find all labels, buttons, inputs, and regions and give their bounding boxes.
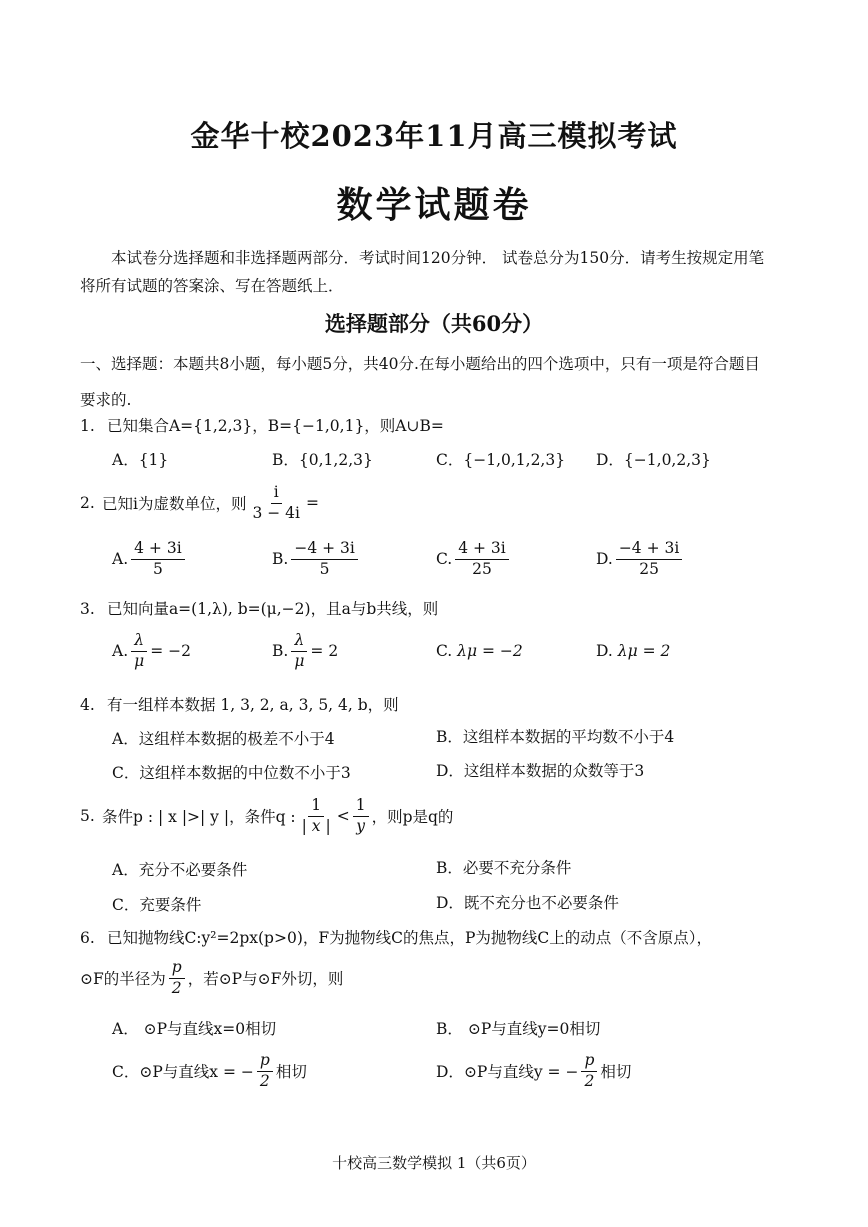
numerator: −4 + 3i	[616, 540, 683, 560]
option-c	[112, 1052, 307, 1091]
question-text: 已知i为虚数单位，则	[102, 495, 247, 514]
option-label: C.	[436, 642, 453, 660]
question-text-end: ，若⊙P与⊙F外切，则	[187, 970, 344, 989]
numerator: λ	[291, 632, 307, 652]
question-4-stem	[80, 693, 399, 715]
fraction	[581, 1052, 597, 1091]
denominator: y	[356, 816, 366, 835]
option-label: A.	[112, 642, 129, 661]
option-a	[112, 632, 191, 671]
option-rest: = 2	[310, 642, 339, 661]
question-6-stem-line2	[80, 959, 343, 998]
numerator: λ	[131, 632, 147, 652]
question-number: 3.	[80, 600, 95, 618]
option-c: C．充要条件	[112, 896, 202, 914]
fraction	[291, 632, 307, 671]
option-rest: = −2	[150, 642, 191, 661]
option-d: D．这组样本数据的众数等于3	[436, 762, 645, 780]
paper-title: 数学试题卷	[336, 184, 532, 226]
fraction	[353, 797, 369, 836]
fraction	[299, 797, 334, 836]
option-label: C．	[112, 1063, 140, 1082]
equals-sign: =	[306, 494, 319, 513]
fraction	[257, 1052, 273, 1091]
numerator: −4 + 3i	[291, 540, 358, 560]
option-text-end: 相切	[600, 1063, 632, 1082]
option-d	[596, 540, 685, 579]
less-than-sign: <	[336, 807, 350, 826]
option-d: D．{−1,0,2,3}	[596, 451, 711, 469]
question-3-stem	[80, 597, 438, 619]
question-text: 条件p : | x |>| y |，条件q :	[102, 808, 296, 827]
question-text: 已知向量a=(1,λ), b=(μ,−2)，且a与b共线，则	[106, 600, 439, 618]
denominator: 2	[171, 978, 182, 997]
option-text: ⊙P与直线x=0相切	[143, 1020, 277, 1038]
question-5-stem	[80, 797, 453, 836]
denominator: 2	[259, 1071, 270, 1090]
denominator: 5	[319, 559, 330, 578]
fraction	[249, 484, 303, 523]
denominator: 3 − 4i	[252, 503, 300, 522]
page-footer: 十校高三数学模拟 1（共6页）	[332, 1154, 536, 1172]
option-a	[112, 540, 188, 579]
option-text: ⊙P与直线y = −	[463, 1063, 579, 1082]
question-2-stem	[80, 484, 319, 523]
fraction	[455, 540, 509, 579]
question-1-stem	[80, 414, 444, 436]
fraction	[616, 540, 683, 579]
exam-title: 金华十校2023年11月高三模拟考试	[190, 119, 678, 153]
denominator: 2	[584, 1071, 595, 1090]
option-label: D.	[596, 642, 613, 660]
option-d	[596, 642, 670, 660]
numerator: i	[271, 484, 282, 504]
option-label: B.	[272, 642, 289, 661]
option-a	[112, 1017, 276, 1039]
denominator: 25	[472, 559, 492, 578]
option-label: B．	[436, 1020, 463, 1038]
option-b: B．必要不充分条件	[436, 859, 572, 877]
fraction	[169, 959, 185, 998]
numerator: 4 + 3i	[455, 540, 509, 560]
option-a: A．充分不必要条件	[112, 861, 248, 879]
option-c: C．{−1,0,1,2,3}	[436, 451, 566, 469]
fraction	[131, 540, 185, 579]
question-text-end: ，则p是q的	[371, 808, 454, 827]
question-text: 已知集合A={1,2,3}，B={−1,0,1}，则A∪B=	[106, 417, 444, 435]
option-label: D．	[436, 1063, 464, 1082]
option-c	[436, 540, 512, 579]
part-instruction: 一、选择题：本题共8小题，每小题5分，共40分.在每小题给出的四个选项中，只有一项是符合题目要求的.	[80, 355, 760, 409]
numerator: 1	[308, 797, 324, 817]
denominator: | x |	[301, 816, 331, 835]
numerator: 1	[353, 797, 369, 817]
option-a: A．这组样本数据的极差不小于4	[112, 730, 335, 748]
option-label: D.	[596, 550, 613, 569]
numerator: p	[169, 959, 185, 979]
question-6-stem	[80, 926, 712, 948]
question-text: 已知抛物线C:y²=2px(p>0)，F为抛物线C的焦点，P为抛物线C上的动点（不含原点），	[106, 929, 713, 947]
option-b	[436, 1017, 600, 1039]
question-number: 1.	[80, 417, 95, 435]
option-b	[272, 540, 361, 579]
section-title: 选择题部分（共60分）	[324, 311, 544, 336]
option-text: ⊙P与直线x = −	[139, 1063, 254, 1082]
option-a: A．{1}	[112, 451, 169, 469]
denominator: 5	[152, 559, 163, 578]
denominator: 25	[639, 559, 659, 578]
option-text-end: 相切	[275, 1063, 307, 1082]
intro-paragraph: 本试卷分选择题和非选择题两部分．考试时间120分钟． 试卷总分为150分．请考生按规定用笔将所有试题的答案涂、写在答题纸上．	[80, 249, 765, 295]
question-number: 5.	[80, 807, 95, 826]
fraction	[131, 632, 147, 671]
option-label: C.	[436, 550, 453, 569]
numerator: p	[581, 1052, 597, 1072]
denominator: μ	[294, 651, 305, 670]
option-label: A.	[112, 550, 129, 569]
option-b: B．{0,1,2,3}	[272, 451, 373, 469]
question-number: 4.	[80, 696, 95, 714]
question-text: ⊙F的半径为	[80, 970, 166, 989]
option-c	[436, 642, 523, 660]
question-number: 6.	[80, 929, 95, 947]
option-d: D．既不充分也不必要条件	[436, 894, 619, 912]
denominator: μ	[134, 651, 145, 670]
option-text: ⊙P与直线y=0相切	[467, 1020, 601, 1038]
option-b: B．这组样本数据的平均数不小于4	[436, 728, 675, 746]
option-d	[436, 1052, 631, 1091]
option-text: λμ = 2	[617, 642, 671, 660]
numerator: 4 + 3i	[131, 540, 185, 560]
option-text: λμ = −2	[457, 642, 523, 660]
option-c: C．这组样本数据的中位数不小于3	[112, 764, 351, 782]
option-label: A．	[112, 1020, 139, 1038]
numerator: p	[257, 1052, 273, 1072]
option-label: B.	[272, 550, 289, 569]
option-b	[272, 632, 338, 671]
question-text: 有一组样本数据 1, 3, 2, a, 3, 5, 4, b，则	[106, 696, 399, 714]
question-number: 2.	[80, 494, 95, 513]
fraction	[291, 540, 358, 579]
